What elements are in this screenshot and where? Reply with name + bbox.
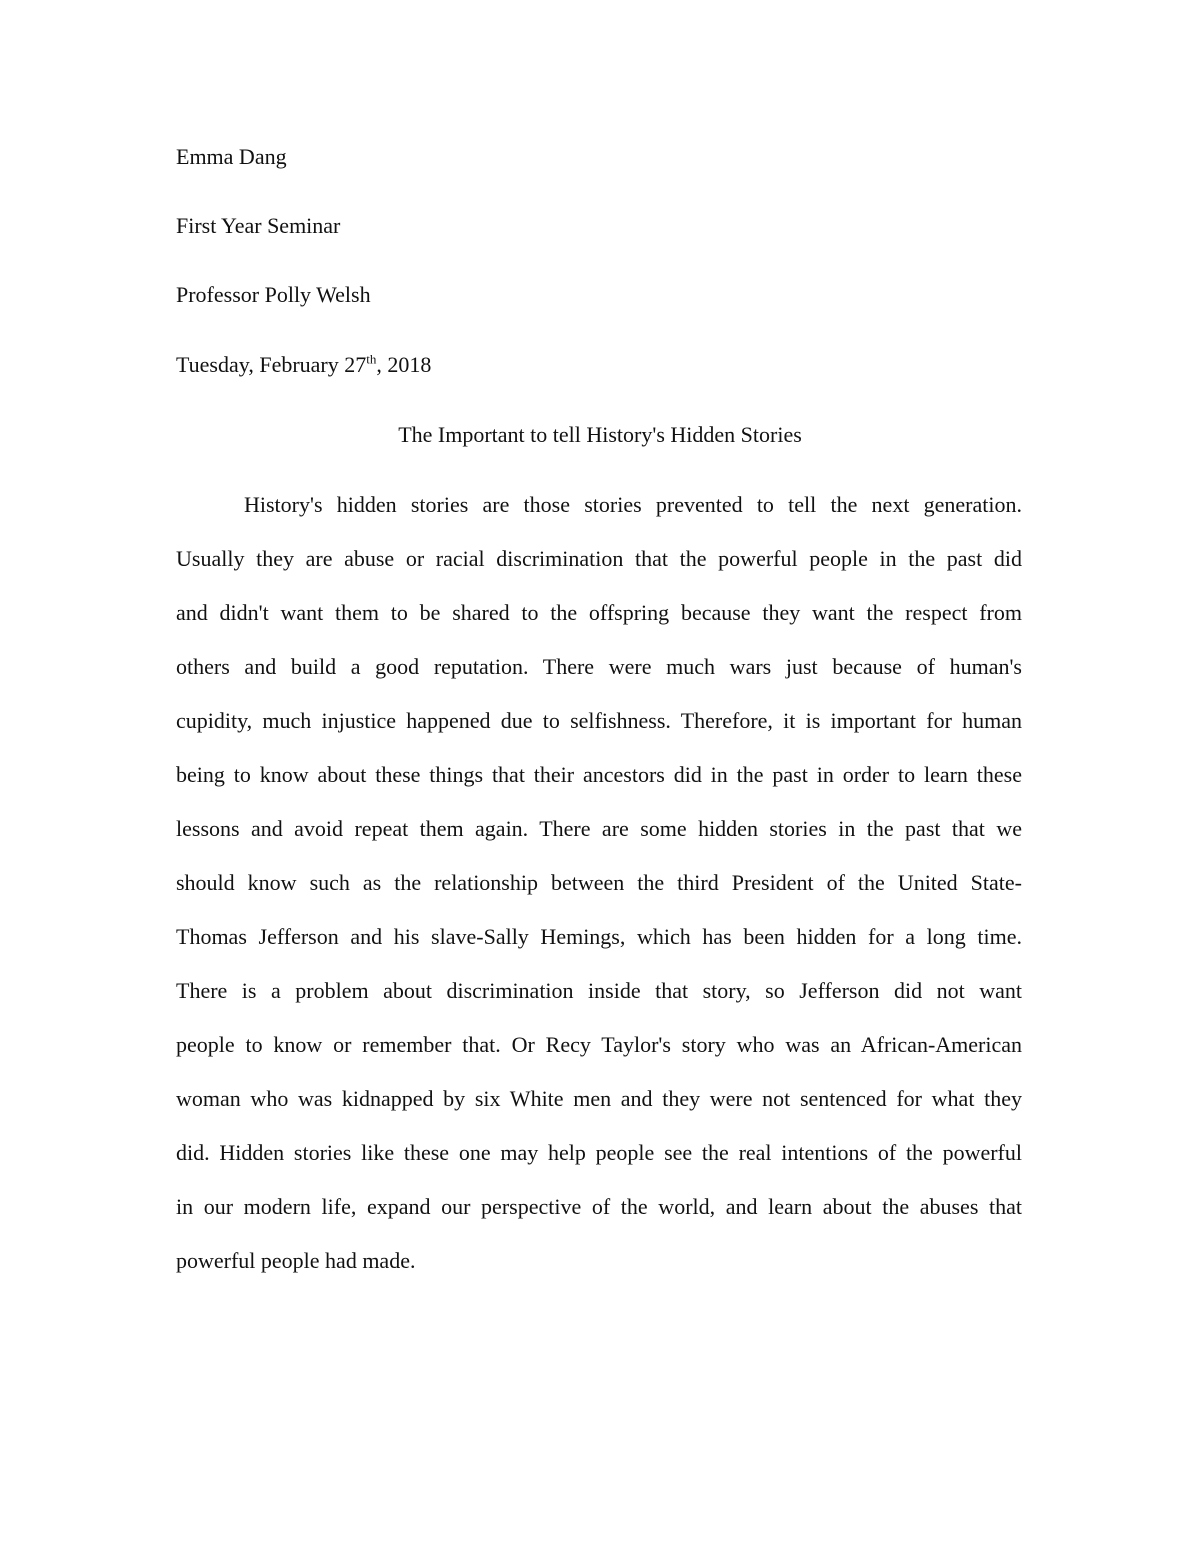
paragraph-line: Usually they are abuse or racial discrimination that the powerful people in the past did	[176, 546, 1022, 571]
paragraph-line: people to know or remember that. Or Recy Taylor's story who was an African-American	[176, 1032, 1022, 1057]
paragraph-line: cupidity, much injustice happened due to selfishness. Therefore, it is important for human	[176, 708, 1022, 733]
date-line	[176, 350, 431, 380]
date-suffix: , 2018	[376, 352, 432, 377]
paragraph-line: and didn't want them to be shared to the offspring because they want the respect from	[176, 600, 1022, 625]
date-superscript: th	[366, 351, 377, 367]
paragraph-line: powerful people had made.	[176, 1248, 416, 1273]
paragraph-line: History's hidden stories are those stories prevented to tell the next generation.	[244, 492, 1022, 517]
paragraph-line: lessons and avoid repeat them again. There are some hidden stories in the past that we	[176, 816, 1022, 841]
paragraph-line: others and build a good reputation. There were much wars just because of human's	[176, 654, 1022, 679]
author-name: Emma Dang	[176, 144, 287, 169]
paragraph-line: in our modern life, expand our perspective of the world, and learn about the abuses that	[176, 1194, 1022, 1219]
paragraph-line: did. Hidden stories like these one may help people see the real intentions of the powerful	[176, 1140, 1022, 1165]
professor-name: Professor Polly Welsh	[176, 282, 371, 307]
essay-title: The Important to tell History's Hidden Stories	[398, 422, 802, 447]
paragraph-line: being to know about these things that their ancestors did in the past in order to learn these	[176, 762, 1022, 787]
paragraph-line: Thomas Jefferson and his slave-Sally Hemings, which has been hidden for a long time.	[176, 924, 1022, 949]
paragraph-line: should know such as the relationship between the third President of the United State-	[176, 870, 1022, 895]
paragraph-line: woman who was kidnapped by six White men and they were not sentenced for what they	[176, 1086, 1022, 1111]
date-prefix: Tuesday, February 27	[176, 352, 367, 377]
course-name: First Year Seminar	[176, 213, 341, 238]
paragraph-line: There is a problem about discrimination inside that story, so Jefferson did not want	[176, 978, 1022, 1003]
